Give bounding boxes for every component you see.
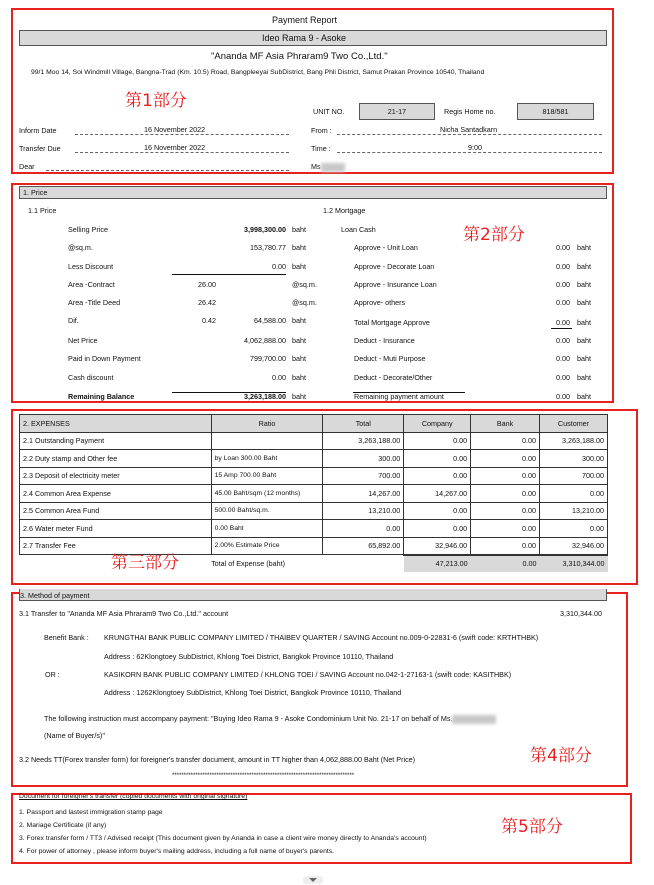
mortgage-row-value: 0.00 bbox=[556, 298, 570, 307]
expenses-header-row bbox=[20, 415, 608, 433]
expense-cell: 2.00% Estimate Price bbox=[211, 537, 323, 555]
expense-cell: 0.00 bbox=[471, 467, 540, 485]
expense-cell: 0.00 bbox=[404, 520, 471, 538]
expense-cell: 2.5 Common Area Fund bbox=[20, 502, 212, 520]
price-row-mid: 0.42 bbox=[202, 316, 216, 325]
price-row-unit: baht bbox=[292, 373, 306, 382]
document-item: 1. Passport and lastest immigration stamp page bbox=[19, 809, 163, 816]
expense-cell: 13,210.00 bbox=[540, 502, 608, 520]
redacted-name bbox=[321, 163, 345, 172]
price-row-label: Area -Title Deed bbox=[68, 298, 121, 307]
tt-needs-line: 3.2 Needs TT(Forex transfer form) for foreigner's transfer document, amount in TT higher than 4,062,888.00 Baht (Net Price) bbox=[19, 755, 416, 764]
discount-underline bbox=[172, 274, 286, 275]
mortgage-row-unit: baht bbox=[577, 318, 591, 327]
expense-cell: 0.00 bbox=[471, 450, 540, 468]
expense-cell: by Loan 300.00 Baht bbox=[211, 450, 323, 468]
price-row-label: Paid in Down Payment bbox=[68, 354, 141, 363]
expense-cell: 0.00 bbox=[471, 502, 540, 520]
annotation-part-4: 第4部分 bbox=[530, 746, 592, 766]
expense-row bbox=[20, 537, 608, 555]
bank-2: KASIKORN BANK PUBLIC COMPANY LIMITED / KHLONG TOEI / SAVING Account no.042-1-27163-1 (swift code: KASITHBK) bbox=[104, 670, 512, 679]
price-row-value: 0.00 bbox=[272, 373, 286, 382]
from-label: From : bbox=[311, 126, 332, 135]
price-row-unit: @sq.m. bbox=[292, 280, 317, 289]
mortgage-sub-2: 1.2 Mortgage bbox=[323, 206, 366, 215]
expense-cell: 0.00 bbox=[540, 485, 608, 503]
expense-cell: 13,210.00 bbox=[323, 502, 404, 520]
price-row-label: Net Price bbox=[68, 336, 98, 345]
regis-label: Regis Home no. bbox=[444, 107, 496, 116]
expense-cell: 0.00 bbox=[540, 520, 608, 538]
bank-2-address: Address : 1262Klongtoey SubDistrict, Khlong Toei District, Bangkok Province 10110, Thailand bbox=[104, 688, 402, 697]
price-row-value: 3,263,188.00 bbox=[244, 392, 286, 401]
price-row-unit: baht bbox=[292, 316, 306, 325]
col-total: Total bbox=[323, 415, 404, 433]
time-label: Time : bbox=[311, 144, 331, 153]
dear-line bbox=[46, 170, 289, 171]
total-value: 47,213.00 bbox=[404, 555, 471, 573]
bank-1: KRUNGTHAI BANK PUBLIC COMPANY LIMITED / THAIBEV QUARTER / SAVING Account no.009-0-22831-6 (swift code: KRTHTHBK) bbox=[104, 633, 539, 642]
price-row-unit: baht bbox=[292, 243, 306, 252]
mortgage-row-label: Remaining payment amount bbox=[354, 392, 444, 401]
price-row-value: 64,588.00 bbox=[254, 316, 286, 325]
or-label: OR : bbox=[45, 670, 60, 679]
col-ratio: Ratio bbox=[211, 415, 323, 433]
inform-date-value: 16 November 2022 bbox=[144, 125, 206, 134]
mortgage-row-unit: baht bbox=[577, 262, 591, 271]
col-bank: Bank bbox=[471, 415, 540, 433]
expense-cell: 32,946.00 bbox=[540, 537, 608, 555]
price-row-unit: baht bbox=[292, 392, 306, 401]
price-row-label: Dif. bbox=[68, 316, 79, 325]
expense-cell: 32,946.00 bbox=[404, 537, 471, 555]
expense-cell: 65,892.00 bbox=[323, 537, 404, 555]
mortgage-row-label: Deduct - Insurance bbox=[354, 336, 415, 345]
expense-row bbox=[20, 450, 608, 468]
expense-cell: 3,263,188.00 bbox=[323, 432, 404, 450]
expense-row bbox=[20, 467, 608, 485]
mortgage-row-unit: baht bbox=[577, 243, 591, 252]
price-row-label: @sq.m. bbox=[68, 243, 93, 252]
price-row-mid: 26.00 bbox=[198, 280, 216, 289]
expense-cell: 500.00 Baht/sq.m. bbox=[211, 502, 323, 520]
mortgage-row-value: 0.00 bbox=[556, 373, 570, 382]
mortgage-row-unit: baht bbox=[577, 280, 591, 289]
mortgage-row-value: 0.00 bbox=[556, 280, 570, 289]
price-row-value: 0.00 bbox=[272, 262, 286, 271]
price-section-title: 1. Price bbox=[23, 188, 48, 197]
mortgage-row-label: Approve - Decorate Loan bbox=[354, 262, 435, 271]
expense-row bbox=[20, 432, 608, 450]
chevron-down-icon[interactable] bbox=[303, 876, 323, 884]
expense-cell: 0.00 bbox=[323, 520, 404, 538]
mortgage-row-label: Approve - Unit Loan bbox=[354, 243, 418, 252]
expense-cell: 14,267.00 bbox=[404, 485, 471, 503]
method-section-title: 3. Method of payment bbox=[20, 591, 90, 600]
expense-cell: 45.00 Baht/sqm (12 months) bbox=[211, 485, 323, 503]
expense-cell: 0.00 bbox=[471, 520, 540, 538]
documents-title: Document for foreigner's transfer (copied documents with original signature) bbox=[19, 793, 248, 800]
remaining-underline bbox=[353, 392, 465, 393]
expense-cell: 2.7 Transfer Fee bbox=[20, 537, 212, 555]
expense-cell: 0.00 bbox=[471, 537, 540, 555]
transfer-line: 3.1 Transfer to "Ananda MF Asia Phraram9 Two Co.,Ltd." account bbox=[19, 609, 229, 618]
total-value: 3,310,344.00 bbox=[540, 555, 608, 573]
mortgage-row-value: 0.00 bbox=[556, 336, 570, 345]
unit-no-label: UNIT NO. bbox=[313, 107, 345, 116]
mortgage-row-unit: baht bbox=[577, 373, 591, 382]
stars-divider: ****************************************************************************** bbox=[172, 773, 355, 779]
price-row-label: Area -Contract bbox=[68, 280, 115, 289]
transfer-due-label: Transfer Due bbox=[19, 144, 61, 153]
price-row-label: Cash discount bbox=[68, 373, 114, 382]
from-line bbox=[337, 134, 602, 135]
price-row-value: 4,062,888.00 bbox=[244, 336, 286, 345]
document-item: 4. For power of attorney , please inform buyer's mailing address, including a full name of buyer's parents. bbox=[19, 848, 335, 855]
expense-cell: 0.00 bbox=[471, 432, 540, 450]
expense-cell: 2.6 Water meter Fund bbox=[20, 520, 212, 538]
expense-cell bbox=[211, 432, 323, 450]
expense-cell: 2.2 Duty stamp and Other fee bbox=[20, 450, 212, 468]
bank-1-address: Address : 62Klongtoey SubDistrict, Khlong Toei District, Bangkok Province 10110, Thailand bbox=[104, 652, 394, 661]
price-row-unit: baht bbox=[292, 225, 306, 234]
unit-no-field: 21-17 bbox=[359, 103, 435, 120]
mortgage-underline bbox=[551, 328, 572, 329]
expense-cell: 0.00 bbox=[404, 450, 471, 468]
document-item: 3. Forex transfer form / TT3 / Advised receipt (This document given by Ananda in case a client wire money directly to Ananda's account) bbox=[19, 835, 427, 842]
mortgage-row-label: Total Mortgage Approve bbox=[354, 318, 430, 327]
expense-row bbox=[20, 520, 608, 538]
expense-cell: 15 Amp 700.00 Baht bbox=[211, 467, 323, 485]
price-row-unit: baht bbox=[292, 336, 306, 345]
company-address: 99/1 Moo 14, Soi Windmill Village, Bangna-Trad (Km. 10.5) Road, Bangpleeyai SubDistrict, Bang Phli District, Samut Prakan Province 10540, Thailand bbox=[31, 69, 485, 76]
report-title: Payment Report bbox=[272, 15, 338, 25]
dear-label: Dear bbox=[19, 162, 35, 171]
ms-label bbox=[311, 162, 345, 172]
expense-row bbox=[20, 502, 608, 520]
benefit-bank-label: Benefit Bank : bbox=[44, 633, 89, 642]
expense-cell: 0.00 bbox=[404, 467, 471, 485]
loan-cash-label: Loan Cash bbox=[341, 225, 376, 234]
expense-cell: 0.00 bbox=[404, 432, 471, 450]
mortgage-row-value: 0.00 bbox=[556, 318, 570, 327]
col-customer: Customer bbox=[540, 415, 608, 433]
price-row-unit: baht bbox=[292, 354, 306, 363]
price-row-value: 799,700.00 bbox=[250, 354, 286, 363]
mortgage-row-unit: baht bbox=[577, 298, 591, 307]
redacted-buyer bbox=[452, 715, 496, 724]
company-name: "Ananda MF Asia Phraram9 Two Co.,Ltd." bbox=[211, 51, 388, 62]
annotation-part-2: 第2部分 bbox=[463, 225, 525, 245]
mortgage-row-value: 0.00 bbox=[556, 243, 570, 252]
expense-cell: 700.00 bbox=[540, 467, 608, 485]
col-expenses: 2. EXPENSES bbox=[20, 415, 212, 433]
price-row-label: Remaining Balance bbox=[68, 392, 135, 401]
annotation-part-5: 第5部分 bbox=[501, 817, 563, 837]
mortgage-row-value: 0.00 bbox=[556, 354, 570, 363]
expense-cell: 700.00 bbox=[323, 467, 404, 485]
price-row-value: 153,780.77 bbox=[250, 243, 286, 252]
expense-cell: 0.00 bbox=[404, 502, 471, 520]
time-value: 9:00 bbox=[468, 143, 482, 152]
expense-cell: 0.00 bbox=[471, 485, 540, 503]
regis-field: 818/581 bbox=[517, 103, 594, 120]
buyer-name-line: (Name of Buyer/s)" bbox=[44, 731, 105, 740]
inform-date-line bbox=[75, 134, 289, 135]
mortgage-row-unit: baht bbox=[577, 392, 591, 401]
mortgage-row-unit: baht bbox=[577, 336, 591, 345]
mortgage-row-value: 0.00 bbox=[556, 392, 570, 401]
annotation-part-1: 第1部分 bbox=[125, 91, 187, 111]
total-value: 0.00 bbox=[471, 555, 540, 573]
ms-text: Ms bbox=[311, 162, 321, 171]
price-row-mid: 26.42 bbox=[198, 298, 216, 307]
price-row-label: Selling Price bbox=[68, 225, 108, 234]
expense-cell: 300.00 bbox=[323, 450, 404, 468]
price-row-unit: @sq.m. bbox=[292, 298, 317, 307]
instruction-line: The following instruction must accompany payment: "Buying Ideo Rama 9 - Asoke Condominium Unit No. 21-17 on behalf of Ms. bbox=[44, 714, 453, 723]
mortgage-row-unit: baht bbox=[577, 354, 591, 363]
time-line bbox=[337, 152, 602, 153]
project-name: Ideo Rama 9 - Asoke bbox=[262, 33, 347, 43]
col-company: Company bbox=[404, 415, 471, 433]
price-sub-1: 1.1 Price bbox=[28, 206, 57, 215]
expense-cell: 2.1 Outstanding Payment bbox=[20, 432, 212, 450]
transfer-amount: 3,310,344.00 bbox=[560, 609, 602, 618]
annotation-part-3: 第三部分 bbox=[111, 553, 179, 573]
expense-row bbox=[20, 485, 608, 503]
expense-cell: 14,267.00 bbox=[323, 485, 404, 503]
price-row-label: Less Discount bbox=[68, 262, 114, 271]
mortgage-row-label: Deduct - Decorate/Other bbox=[354, 373, 433, 382]
mortgage-row-label: Approve - Insurance Loan bbox=[354, 280, 437, 289]
instruction-text bbox=[44, 714, 496, 724]
from-value: Nicha Santadkarn bbox=[440, 125, 498, 134]
mortgage-row-label: Approve- others bbox=[354, 298, 406, 307]
transfer-due-value: 16 November 2022 bbox=[144, 143, 206, 152]
price-header-bar bbox=[19, 186, 607, 199]
expenses-table bbox=[19, 414, 608, 572]
price-row-unit: baht bbox=[292, 262, 306, 271]
mortgage-row-value: 0.00 bbox=[556, 262, 570, 271]
expense-cell: 2.4 Common Area Expense bbox=[20, 485, 212, 503]
expense-cell: 3,263,188.00 bbox=[540, 432, 608, 450]
inform-date-label: Inform Date bbox=[19, 126, 57, 135]
section-2-box bbox=[11, 183, 614, 403]
method-header-bar bbox=[19, 589, 607, 601]
price-row-value: 3,998,300.00 bbox=[244, 225, 286, 234]
total-label: Total of Expense (baht) bbox=[211, 559, 285, 568]
document-item: 2. Mariage Certificate (if any) bbox=[19, 822, 107, 829]
expense-cell: 300.00 bbox=[540, 450, 608, 468]
transfer-due-line bbox=[75, 152, 289, 153]
expense-total-row bbox=[20, 555, 608, 573]
mortgage-row-label: Deduct - Muti Purpose bbox=[354, 354, 426, 363]
expense-cell: 0.00 Baht bbox=[211, 520, 323, 538]
expense-cell: 2.3 Deposit of electricity meter bbox=[20, 467, 212, 485]
balance-underline bbox=[172, 392, 286, 393]
